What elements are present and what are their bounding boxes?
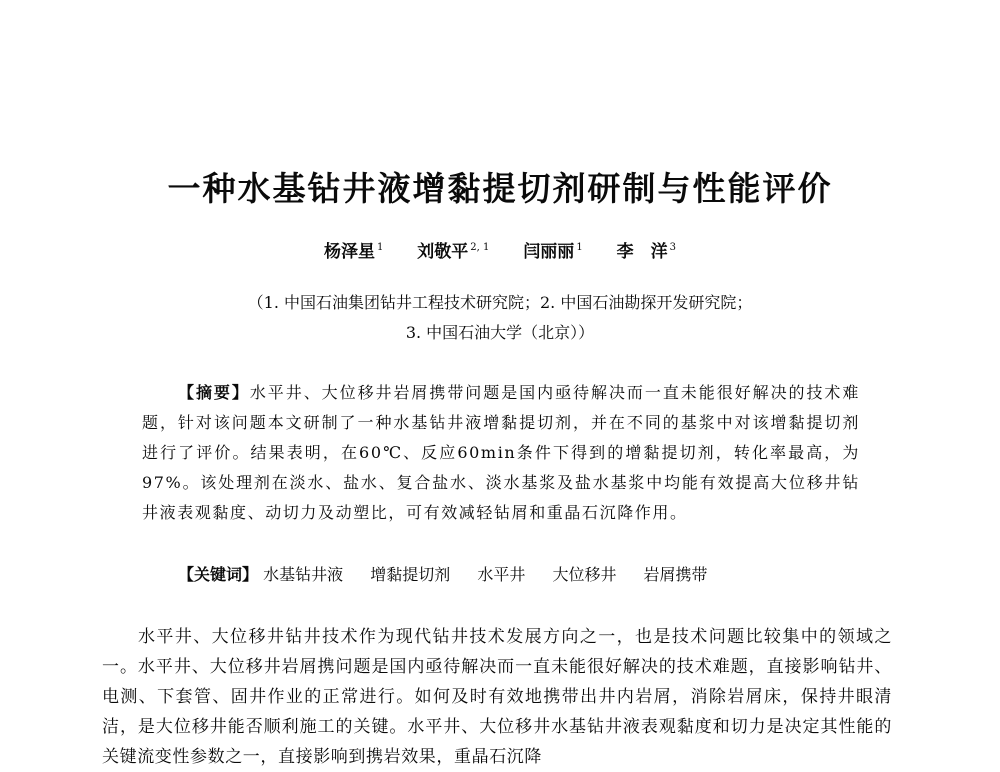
author-name: 刘敬平	[417, 241, 469, 262]
author-name: 李 洋	[616, 241, 668, 262]
author-affiliation-mark: 2, 1	[470, 242, 490, 253]
keyword: 水平井	[477, 565, 526, 584]
author	[417, 242, 489, 262]
keyword: 增黏提切剂	[370, 565, 451, 584]
keyword: 大位移井	[552, 565, 617, 584]
abstract	[142, 378, 860, 528]
author	[523, 242, 582, 262]
affiliation-line: 3. 中国石油大学（北京））	[405, 323, 595, 342]
keyword: 水基钻井液	[263, 565, 344, 584]
paper-title: 一种水基钻井液增黏提切剂研制与性能评价	[167, 169, 833, 208]
author-affiliation-mark: 1	[377, 242, 384, 253]
author	[617, 242, 676, 262]
author	[324, 242, 383, 262]
abstract-label: 【摘要】	[178, 383, 250, 402]
body-paragraph: 水平井、大位移井钻井技术作为现代钻井技术发展方向之一，也是技术问题比较集中的领域之一。水平井、大位移井岩屑携问题是国内亟待解决而一直未能很好解决的技术难题，直接影响钻井、电测、下套管、固井作业的正常进行。如何及时有效地携带出井内岩屑，消除岩屑床，保持井眼清洁，是大位移井能否顺利施工的关键。水平井、大位移井水基钻井液表观黏度和切力是决定其性能的关键流变性参数之一，直接影响到携岩效果，重晶石沉降	[102, 627, 892, 767]
keywords	[178, 560, 868, 590]
author-name: 闫丽丽	[523, 241, 575, 262]
keyword: 岩屑携带	[643, 565, 708, 584]
affiliation-line: （1. 中国石油集团钻井工程技术研究院；2. 中国石油勘探开发研究院；	[247, 293, 753, 312]
author-list	[0, 233, 1000, 267]
author-affiliation-mark: 1	[576, 242, 583, 253]
abstract-text: 水平井、大位移井岩屑携带问题是国内亟待解决而一直未能很好解决的技术难题，针对该问题本文研制了一种水基钻井液增黏提切剂，并在不同的基浆中对该增黏提切剂进行了评价。结果表明，在60℃、反应60min条件下得到的增黏提切剂，转化率最高，为97%。该处理剂在淡水、盐水、复合盐水、淡水基浆及盐水基浆中均能有效提高大位移井钻井液表观黏度、动切力及动塑比，可有效减轻钻屑和重晶石沉降作用。	[142, 383, 860, 522]
author-name: 杨泽星	[324, 241, 375, 262]
author-affiliation-mark: 3	[669, 242, 676, 253]
keywords-label: 【关键词】	[178, 565, 259, 584]
